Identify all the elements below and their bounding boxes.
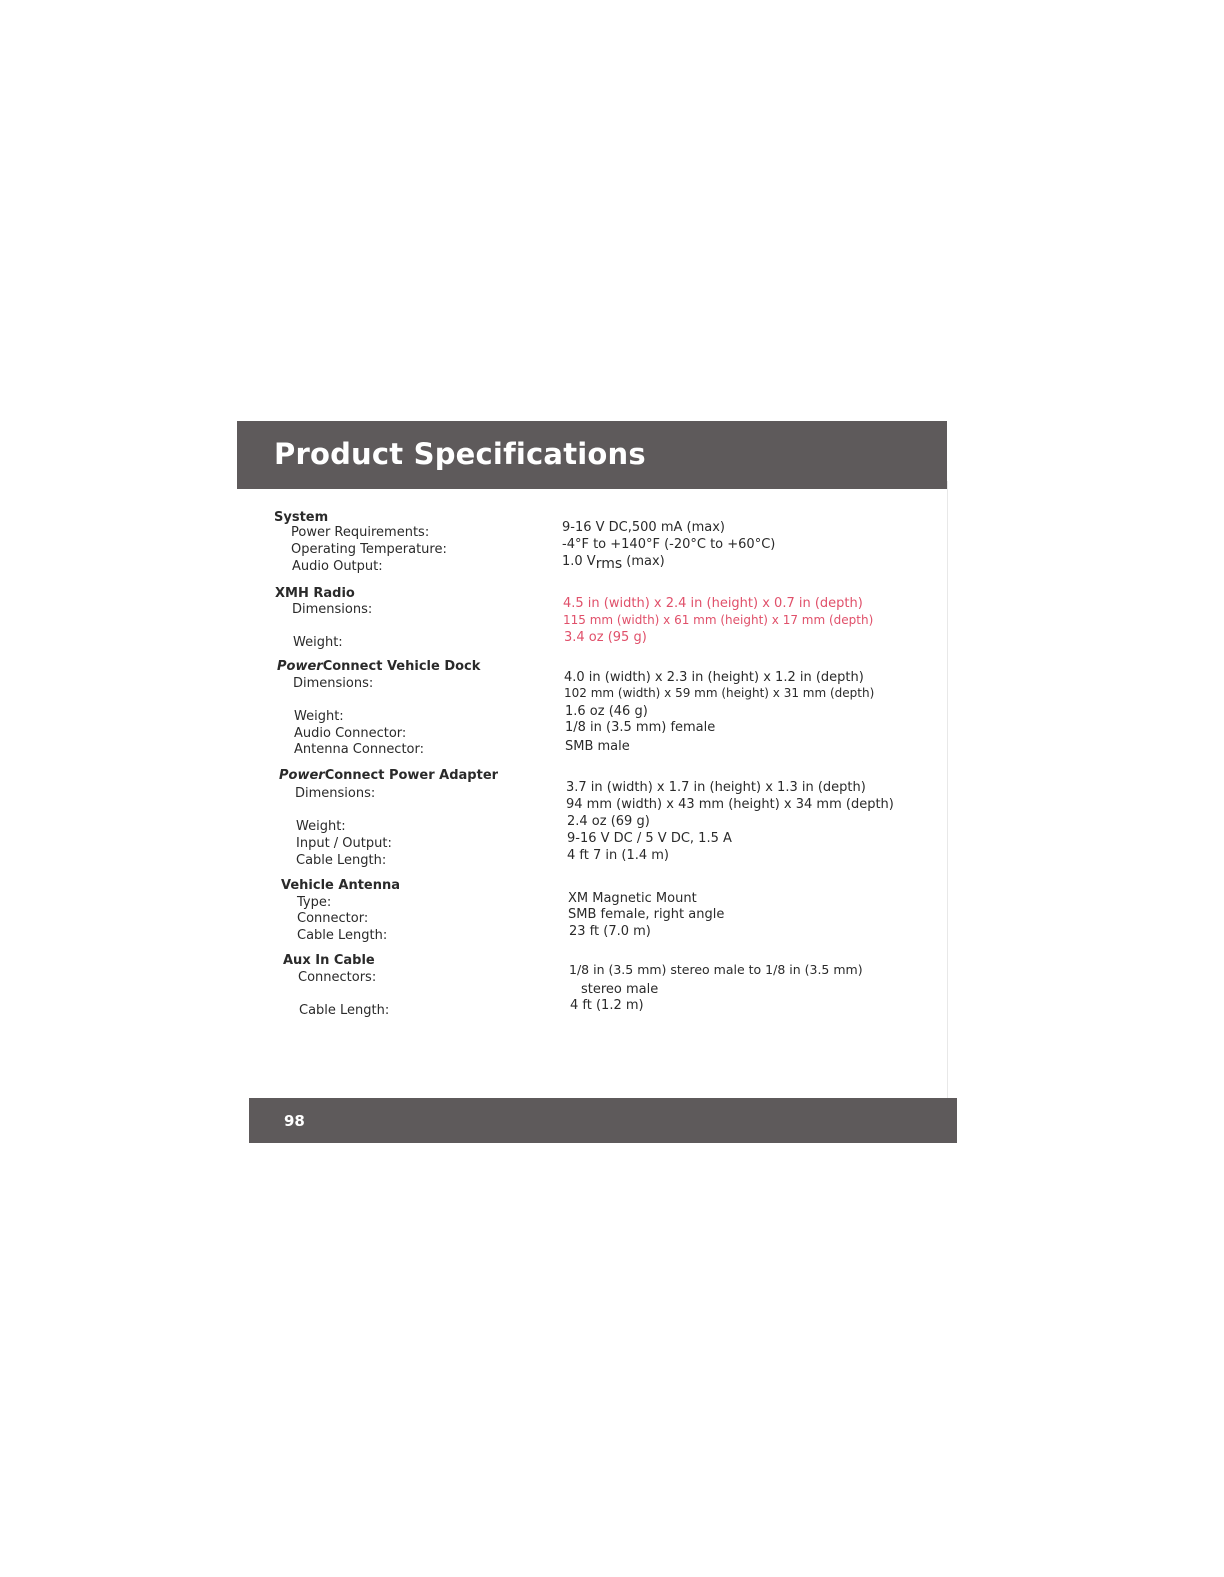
section-title-aux-in-cable: Aux In Cable bbox=[283, 953, 375, 968]
value-xmh-dimensions-mm: 115 mm (width) x 61 mm (height) x 17 mm (depth) bbox=[563, 613, 874, 627]
page-number: 98 bbox=[284, 1112, 305, 1130]
page-edge-divider bbox=[947, 481, 948, 1101]
label-power-requirements: Power Requirements: bbox=[291, 525, 430, 540]
manual-page bbox=[237, 421, 957, 1145]
value-audio-output bbox=[562, 555, 665, 571]
label-adapter-input-output: Input / Output: bbox=[296, 836, 392, 851]
audio-output-prefix: 1.0 V bbox=[562, 554, 596, 569]
title-rest: Connect Vehicle Dock bbox=[322, 659, 481, 674]
value-dock-weight: 1.6 oz (46 g) bbox=[565, 704, 648, 719]
label-audio-output: Audio Output: bbox=[292, 559, 383, 574]
label-adapter-cable-length: Cable Length: bbox=[296, 853, 387, 868]
label-xmh-dimensions: Dimensions: bbox=[292, 602, 373, 617]
label-antenna-cable-length: Cable Length: bbox=[297, 928, 388, 943]
value-xmh-weight: 3.4 oz (95 g) bbox=[564, 630, 647, 645]
value-adapter-weight: 2.4 oz (69 g) bbox=[567, 814, 650, 829]
audio-output-subscript: rms bbox=[595, 556, 623, 572]
value-adapter-dimensions-mm: 94 mm (width) x 43 mm (height) x 34 mm (depth) bbox=[566, 797, 894, 812]
value-aux-cable-length: 4 ft (1.2 m) bbox=[570, 998, 644, 1013]
label-aux-cable-length: Cable Length: bbox=[299, 1003, 390, 1018]
audio-output-suffix: (max) bbox=[622, 554, 665, 569]
value-power-requirements: 9-16 V DC,500 mA (max) bbox=[562, 520, 725, 535]
title-power-italic: Power bbox=[277, 659, 323, 674]
value-operating-temperature: -4°F to +140°F (-20°C to +60°C) bbox=[562, 537, 776, 552]
title-power-italic: Power bbox=[279, 768, 325, 783]
label-xmh-weight: Weight: bbox=[293, 635, 343, 650]
value-adapter-dimensions-in: 3.7 in (width) x 1.7 in (height) x 1.3 in (depth) bbox=[566, 780, 866, 795]
label-dock-audio-connector: Audio Connector: bbox=[294, 726, 407, 741]
value-aux-connectors-cont: stereo male bbox=[581, 982, 659, 997]
label-antenna-type: Type: bbox=[297, 895, 332, 910]
footer-bar bbox=[249, 1098, 957, 1143]
page-title: Product Specifications bbox=[274, 437, 646, 471]
value-antenna-type: XM Magnetic Mount bbox=[568, 891, 697, 906]
title-rest: Connect Power Adapter bbox=[324, 768, 499, 783]
label-dock-weight: Weight: bbox=[294, 709, 344, 724]
section-title-vehicle-dock bbox=[277, 660, 480, 673]
value-dock-dimensions-mm: 102 mm (width) x 59 mm (height) x 31 mm (depth) bbox=[564, 686, 875, 700]
value-antenna-cable-length: 23 ft (7.0 m) bbox=[569, 924, 651, 939]
section-title-vehicle-antenna: Vehicle Antenna bbox=[281, 878, 401, 893]
label-dock-antenna-connector: Antenna Connector: bbox=[294, 742, 425, 757]
value-dock-dimensions-in: 4.0 in (width) x 2.3 in (height) x 1.2 in (depth) bbox=[564, 670, 864, 685]
label-antenna-connector: Connector: bbox=[297, 911, 369, 926]
value-adapter-cable-length: 4 ft 7 in (1.4 m) bbox=[567, 848, 669, 863]
value-adapter-input-output: 9-16 V DC / 5 V DC, 1.5 A bbox=[567, 831, 732, 846]
label-adapter-dimensions: Dimensions: bbox=[295, 786, 376, 801]
label-adapter-weight: Weight: bbox=[296, 819, 346, 834]
value-dock-antenna-connector: SMB male bbox=[565, 739, 630, 754]
section-title-xmh-radio: XMH Radio bbox=[275, 586, 355, 601]
value-xmh-dimensions-in: 4.5 in (width) x 2.4 in (height) x 0.7 in (depth) bbox=[563, 596, 863, 611]
label-dock-dimensions: Dimensions: bbox=[293, 676, 374, 691]
section-title-power-adapter bbox=[279, 769, 498, 782]
label-operating-temperature: Operating Temperature: bbox=[291, 542, 447, 557]
label-aux-connectors: Connectors: bbox=[298, 970, 377, 985]
value-aux-connectors: 1/8 in (3.5 mm) stereo male to 1/8 in (3.5 mm) bbox=[569, 962, 863, 977]
section-title-system: System bbox=[274, 510, 329, 525]
value-antenna-connector: SMB female, right angle bbox=[568, 907, 725, 922]
value-dock-audio-connector: 1/8 in (3.5 mm) female bbox=[565, 720, 716, 735]
header-bar bbox=[237, 421, 947, 489]
